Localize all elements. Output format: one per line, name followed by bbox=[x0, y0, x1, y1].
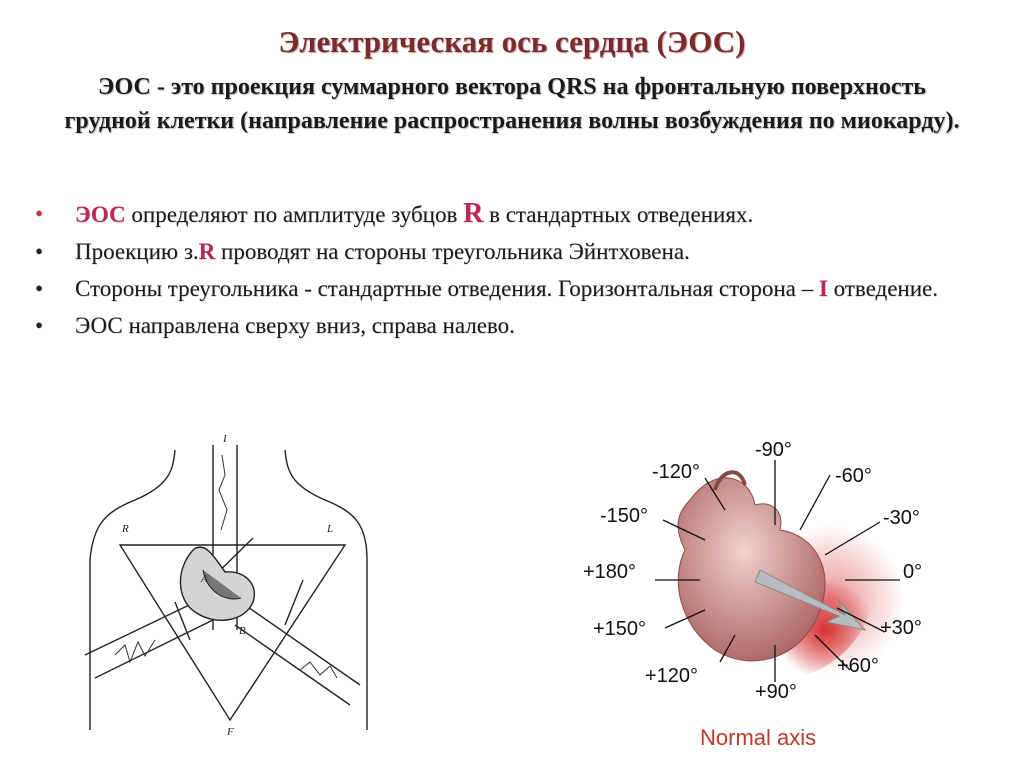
angle-label-plus180: +180° bbox=[583, 561, 637, 583]
bullet-list bbox=[35, 198, 995, 347]
bullet-text-end: отведение. bbox=[827, 276, 938, 301]
bullet-item bbox=[35, 273, 995, 304]
angle-label-plus120: +120° bbox=[645, 665, 699, 687]
bullet-highlight: I bbox=[818, 276, 828, 301]
heart-sketch bbox=[180, 547, 254, 620]
bullet-text: Проекцию з. bbox=[75, 239, 199, 264]
label-left-arm: L bbox=[327, 523, 334, 535]
bullet-item bbox=[35, 236, 995, 267]
electrical-axis-diagram bbox=[575, 430, 995, 765]
angle-label-minus120: -120° bbox=[652, 461, 701, 483]
bullet-text-end: в стандартных отведениях. bbox=[483, 202, 754, 227]
label-right-arm: R bbox=[122, 523, 129, 535]
axis-caption: Normal axis bbox=[700, 725, 817, 750]
angle-label-0: 0° bbox=[903, 561, 923, 583]
bullet-text-end: проводят на стороны треугольника Эйнтховена. bbox=[215, 239, 690, 264]
label-foot: F bbox=[227, 726, 234, 738]
angle-label-plus60: +60° bbox=[837, 655, 879, 677]
lead-band-right bbox=[235, 605, 360, 705]
bullet-highlight-r: R bbox=[463, 198, 484, 229]
angle-label-minus90: -90° bbox=[755, 439, 792, 461]
bullet-text: ЭОС направлена сверху вниз, справа налево. bbox=[75, 313, 515, 338]
ecg-trace bbox=[219, 455, 227, 530]
angle-label-minus30: -30° bbox=[883, 507, 920, 529]
angle-label-plus150: +150° bbox=[593, 618, 647, 640]
triangle-lines bbox=[120, 545, 345, 720]
bullet-highlight: ЭОС bbox=[75, 202, 126, 227]
bullet-text: Стороны треугольника - стандартные отведения. Горизонтальная сторона – bbox=[75, 276, 819, 301]
angle-label-minus150: -150° bbox=[600, 505, 649, 527]
bullet-text: определяют по амплитуде зубцов bbox=[125, 202, 464, 227]
label-point-a: A bbox=[201, 573, 208, 585]
angle-label-minus60: -60° bbox=[835, 465, 872, 487]
label-lead-i: I bbox=[223, 433, 227, 445]
angle-label-plus90: +90° bbox=[755, 681, 797, 703]
angle-label-plus30: +30° bbox=[880, 617, 922, 639]
label-point-b: B bbox=[239, 625, 246, 637]
bullet-highlight: R bbox=[198, 239, 216, 264]
heart-illustration bbox=[678, 472, 825, 661]
bullet-item bbox=[35, 310, 995, 341]
definition-text: ЭОС - это проекция суммарного вектора QRS на фронтальную поверхность грудной клетки (направление распространения волны возбуждения по миокарду). bbox=[64, 74, 960, 134]
einthoven-triangle-diagram bbox=[75, 430, 375, 750]
slide-title: Электрическая ось сердца (ЭОС) bbox=[278, 24, 746, 59]
bullet-item bbox=[35, 198, 995, 230]
